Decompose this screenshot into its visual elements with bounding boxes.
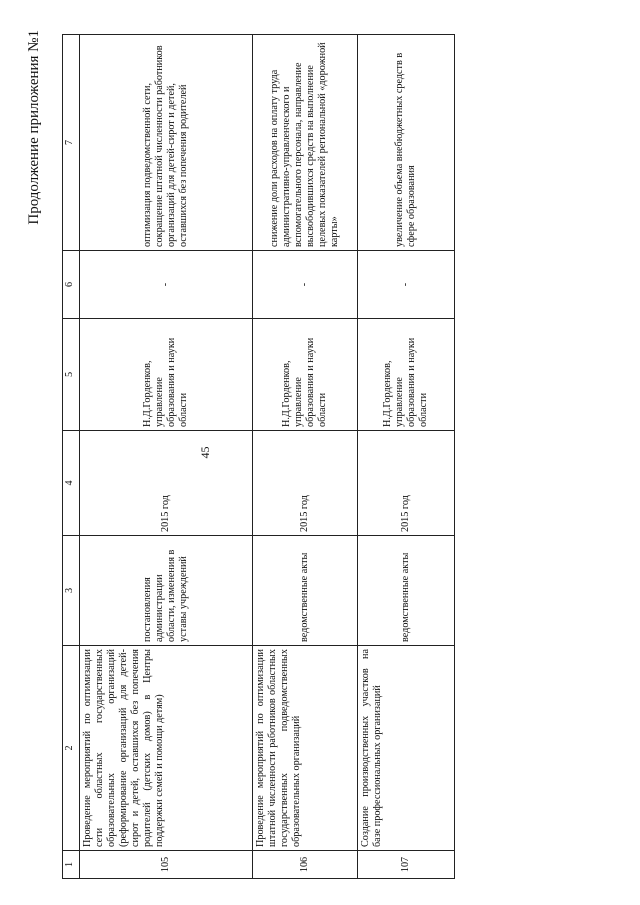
column-header: 1: [63, 851, 80, 879]
result-cell: увеличение объема внебюджетных средств в сфере образования: [358, 35, 455, 251]
document-cell: ведомственные акты: [253, 536, 358, 646]
term-cell: 2015 год: [253, 431, 358, 536]
column-header: 3: [63, 536, 80, 646]
result-cell: оптимизация подведомственной сети, сокращение штатной численности работников организаций для детей-сирот и детей, оставшихся без попечения родителей: [80, 35, 253, 251]
row-number-cell: 106: [253, 851, 358, 879]
column-6-cell: -: [358, 251, 455, 319]
result-cell: снижение доли расходов на оплату труда административно-управленческого и вспомогательного персонала, направление высвободившихся средств на выполнение целевых показателей региональной «дорожной карты»: [253, 35, 358, 251]
responsible-cell: Н.Д.Горденков, управление образования и науки области: [80, 319, 253, 431]
activity-cell: Проведение мероприятий по оптимизации сети областных государственных образовательных организаций (реформирование организаций для детей-сирот и детей, оставшихся без попечения родителей (детских домов) в Центры поддержки семей и помощи детям): [80, 646, 253, 851]
row-number-cell: 107: [358, 851, 455, 879]
table-header-row: [63, 35, 80, 879]
column-header: 6: [63, 251, 80, 319]
table-row: [80, 35, 253, 879]
measures-table: [62, 34, 455, 879]
table-row: [253, 35, 358, 879]
column-6-cell: -: [80, 251, 253, 319]
column-header: 5: [63, 319, 80, 431]
responsible-cell: Н.Д.Горденков, управление образования и науки области: [253, 319, 358, 431]
column-header: 4: [63, 431, 80, 536]
column-header: 2: [63, 646, 80, 851]
document-cell: постановления администрации области, изменения в уставы учреждений: [80, 536, 253, 646]
document-cell: ведомственные акты: [358, 536, 455, 646]
activity-cell: Создание производственных участков на базе профессиональных организаций: [358, 646, 455, 851]
table-row: [358, 35, 455, 879]
activity-cell: Проведение мероприятий по оптимизации штатной численности работников областных государственных подведомственных образовательных организаций: [253, 646, 358, 851]
column-6-cell: -: [253, 251, 358, 319]
term-cell: 2015 год: [358, 431, 455, 536]
term-cell: 2015 год: [80, 431, 253, 536]
column-header: 7: [63, 35, 80, 251]
row-number-cell: 105: [80, 851, 253, 879]
responsible-cell: Н.Д.Горденков, управление образования и науки области: [358, 319, 455, 431]
appendix-caption: Продолжение приложения №1: [26, 30, 42, 225]
page-number: 45: [198, 446, 212, 459]
